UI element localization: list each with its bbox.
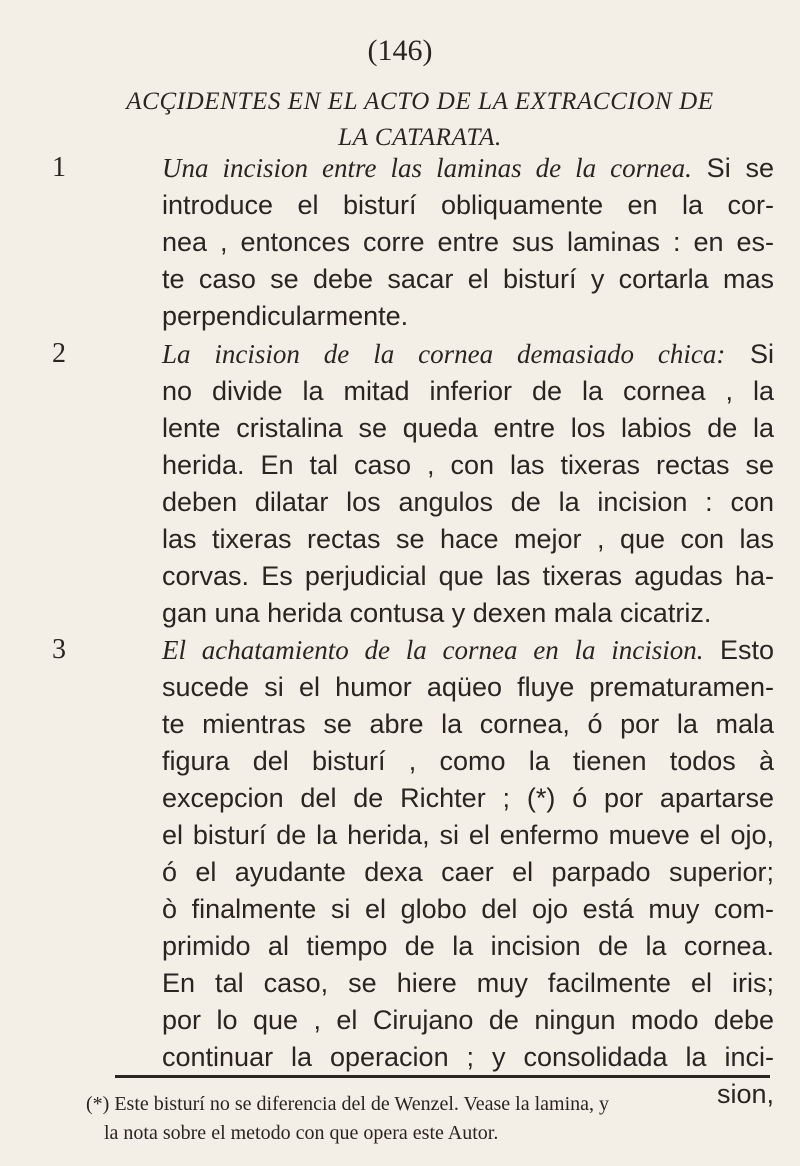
entry-title: El achatamiento de la cornea en la incision. xyxy=(162,635,704,665)
entry-line: te caso se debe sacar el bisturí y cortarla mas xyxy=(162,264,774,294)
entry-title: Una incision entre las laminas de la cornea. xyxy=(162,153,692,183)
page-number: (146) xyxy=(367,34,433,67)
entry-line: gan una herida contusa y dexen mala cicatriz. xyxy=(162,598,712,628)
footnote-divider xyxy=(115,1075,770,1078)
entry-line: En tal caso, se hiere muy facilmente el iris; xyxy=(162,968,774,998)
entry-line: ò finalmente si el globo del ojo está muy com- xyxy=(162,894,774,924)
entry-line: figura del bisturí , como la tienen todos à xyxy=(162,746,774,776)
entry-line: corvas. Es perjudicial que las tixeras agudas ha- xyxy=(162,561,774,591)
entry-number: 3 xyxy=(52,634,66,665)
entry-body xyxy=(162,150,774,335)
entry-line: no divide la mitad inferior de la cornea , la xyxy=(162,376,774,406)
heading-line-2: LA CATARATA. xyxy=(338,124,502,151)
entry-line: las tixeras rectas se hace mejor , que con las xyxy=(162,524,774,554)
entry-line: primido al tiempo de la incision de la cornea. xyxy=(162,931,774,961)
entry-line: ó el ayudante dexa caer el parpado superior; xyxy=(162,857,774,887)
entry-line: excepcion del de Richter ; (*) ó por apartarse xyxy=(162,783,774,813)
heading-line-1: ACÇIDENTES EN EL ACTO DE LA EXTRACCION DE xyxy=(126,88,714,115)
entry-line: La incision de la cornea demasiado chica: Si xyxy=(162,339,774,369)
entry-line: lente cristalina se queda entre los labios de la xyxy=(162,413,774,443)
entry-line: introduce el bisturí obliquamente en la cor- xyxy=(162,190,774,220)
footnote-line-1: (*) Este bisturí no se diferencia del de Wenzel. Vease la lamina, y xyxy=(86,1093,610,1115)
entry-line-catchword: sion, xyxy=(716,1079,774,1109)
entry-line: por lo que , el Cirujano de ningun modo debe xyxy=(162,1005,774,1035)
section-heading xyxy=(70,84,770,156)
entry-line: continuar la operacion ; y consolidada la inci- xyxy=(162,1042,774,1072)
footnote xyxy=(86,1090,776,1148)
entry-body xyxy=(162,632,774,1113)
entry-line: Una incision entre las laminas de la cornea. Si se xyxy=(162,153,774,183)
entry-line: deben dilatar los angulos de la incision : con xyxy=(162,487,774,517)
entry-line: herida. En tal caso , con las tixeras rectas se xyxy=(162,450,774,480)
entry-line: sucede si el humor aqüeo fluye prematuramen- xyxy=(162,672,774,702)
footnote-line-2: la nota sobre el metodo con que opera este Autor. xyxy=(104,1122,499,1144)
entry-line: perpendicularmente. xyxy=(162,301,409,331)
entry-line: nea , entonces corre entre sus laminas : en es- xyxy=(162,227,774,257)
entry-line: te mientras se abre la cornea, ó por la mala xyxy=(162,709,774,739)
entry-line: el bisturí de la herida, si el enfermo mueve el ojo, xyxy=(162,820,774,850)
entry-line: El achatamiento de la cornea en la incision. Esto xyxy=(162,635,775,665)
entry-number: 2 xyxy=(52,338,66,369)
entry-number: 1 xyxy=(52,152,66,183)
entry-body xyxy=(162,336,774,632)
entry-title: La incision de la cornea demasiado chica: xyxy=(162,339,726,369)
